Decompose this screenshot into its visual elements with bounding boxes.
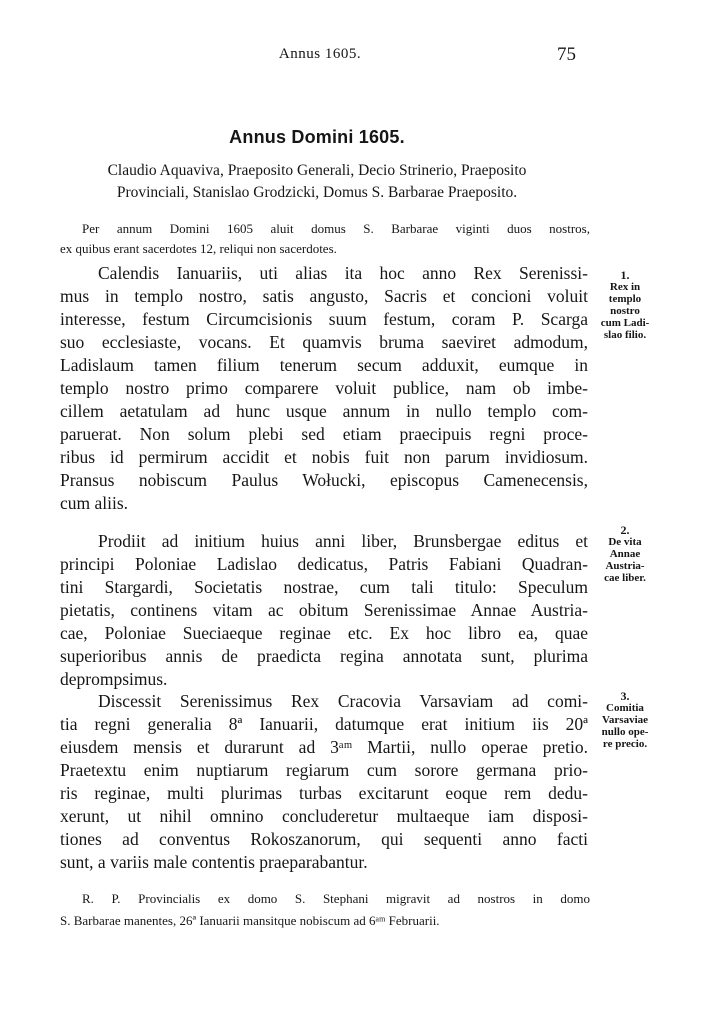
marginal-line: re precio.: [602, 738, 648, 750]
text-line: tini Stargardi, Societatis nostrae, cum tali titulo: Speculum: [60, 577, 588, 597]
text-line: xerunt, ut nihil omnino concluderetur multaeque iam disposi-: [60, 806, 588, 826]
text-line: paruerat. Non solum plebi sed etiam praecipuis regni proce-: [60, 424, 588, 444]
marginal-line: cum Ladi-: [600, 317, 650, 329]
dedication-line: Provinciali, Stanislao Grodzicki, Domus S. Barbarae Praeposito.: [116, 184, 518, 201]
marginal-line: Austria-: [605, 560, 645, 572]
text-line: pietatis, continens vitam ac obitum Serenissimae Annae Austria-: [60, 600, 588, 620]
text-line: ribus id permirum accidit et nobis fuit non parum invidiosum.: [60, 447, 588, 467]
text-line: sunt, a variis male contentis praeparabantur.: [60, 852, 368, 872]
closing-note: [60, 888, 590, 932]
text-line: ris reginae, multi plurimas turbas excitarunt eoque rem dedu-: [60, 783, 588, 803]
marginal-line: Annae: [609, 548, 641, 560]
text-line: Pransus nobiscum Paulus Wołucki, episcopus Camenecensis,: [60, 470, 588, 490]
text-line: mus in templo nostro, satis angusto, Sacris et concioni voluit: [60, 286, 588, 306]
marginal-line: slao filio.: [603, 329, 647, 341]
text-line: tiones ad conventus Rokoszanorum, qui sequenti anno facti: [60, 829, 588, 849]
intro-note: [60, 219, 590, 258]
marginal-number: 3.: [620, 689, 630, 703]
text-line: Ladislaum tamen filium tenerum secum adduxit, eumque in: [60, 355, 588, 375]
text-line: suo ecclesiaste, vocans. Et quamvis bruma saeviret admodum,: [60, 332, 588, 352]
page-number: 75: [557, 44, 576, 65]
paragraph-2: [60, 530, 588, 691]
text-line: Praetextu enim nuptiarum regiarum cum sorore germana prio-: [60, 760, 588, 780]
marginal-line: Varsaviae: [601, 714, 649, 726]
marginal-line: Rex in: [609, 281, 641, 293]
text-line: cillem aetatulam ad hunc usque annum in nullo templo com-: [60, 401, 588, 421]
running-head: [0, 44, 720, 68]
marginal-line: cae liber.: [604, 572, 646, 584]
intro-line: ex quibus erant sacerdotes 12, reliqui non sacerdotes.: [60, 240, 337, 256]
marginal-line: Comitia: [606, 702, 644, 714]
chapter-heading: Annus Domini 1605.: [229, 127, 405, 147]
running-title: Annus 1605.: [278, 46, 362, 62]
text-line: cae, Poloniae Sueciaeque reginae etc. Ex hoc libro ea, quae: [60, 623, 588, 643]
text-line: Discessit Serenissimus Rex Cracovia Varsaviam ad comi-: [98, 691, 588, 711]
text-line: principi Poloniae Ladislao dedicatus, Patris Fabiani Quadran-: [60, 554, 588, 574]
note-line: S. Barbarae manentes, 26ª Ianuarii mansitque nobiscum ad 6ᵃᵐ Februarii.: [60, 913, 440, 928]
marginal-note-3: [593, 690, 657, 750]
marginal-note-1: [593, 269, 657, 341]
paragraph-1: [60, 262, 588, 515]
text-line: cum aliis.: [60, 493, 129, 513]
text-line: Calendis Ianuariis, uti alias ita hoc anno Rex Serenissi-: [98, 263, 588, 283]
intro-line: Per annum Domini 1605 aluit domus S. Barbarae viginti duos nostros,: [82, 221, 590, 236]
text-line: interesse, festum Circumcisionis suum festum, coram P. Scarga: [60, 309, 588, 329]
dedication-line: Claudio Aquaviva, Praeposito Generali, Decio Strinerio, Praeposito: [107, 162, 527, 179]
marginal-number: 2.: [620, 523, 630, 537]
text-line: superioribus annis de praedicta regina annotata sunt, plurima: [60, 646, 588, 666]
text-line: Prodiit ad initium huius anni liber, Brunsbergae editus et: [98, 531, 588, 551]
marginal-line: De vita: [608, 536, 642, 548]
marginal-note-2: [593, 524, 657, 584]
text-line: deprompsimus.: [60, 669, 168, 689]
note-line: R. P. Provincialis ex domo S. Stephani migravit ad nostros in domo: [82, 891, 590, 906]
text-line: tia regni generalia 8ª Ianuarii, datumque erat initium iis 20ª: [60, 714, 588, 734]
marginal-line: nostro: [610, 305, 640, 317]
text-line: templo nostro primo comparere voluit publice, nam ob imbe-: [60, 378, 588, 398]
marginal-line: templo: [608, 293, 642, 305]
marginal-number: 1.: [620, 268, 630, 282]
dedication: [0, 160, 634, 204]
marginal-line: nullo ope-: [601, 726, 649, 738]
text-line: eiusdem mensis et durarunt ad 3ᵃᵐ Martii, nullo operae pretio.: [60, 737, 588, 757]
paragraph-3: [60, 690, 588, 874]
